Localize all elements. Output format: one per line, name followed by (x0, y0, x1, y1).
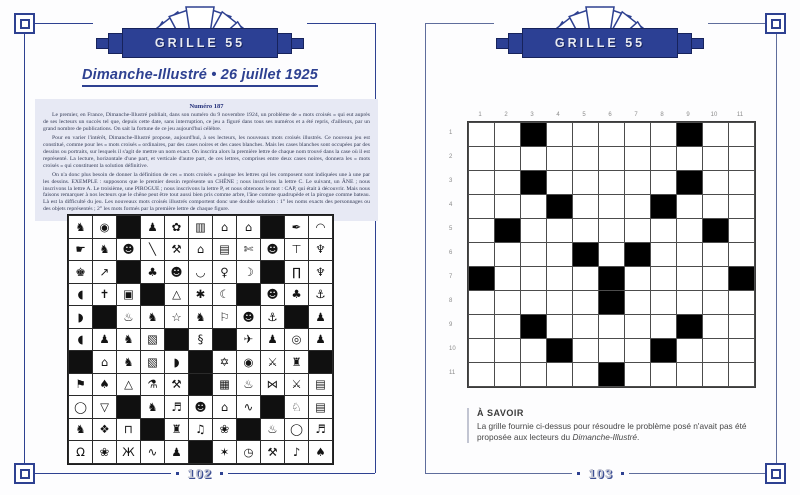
empty-cell (547, 243, 572, 266)
picture-cell: ▧ (141, 351, 164, 373)
picture-cell: ♆ (309, 261, 332, 283)
row-label: 7 (449, 274, 453, 280)
picture-cell: ▧ (141, 329, 164, 351)
picture-cell: § (189, 329, 212, 351)
col-label: 3 (530, 112, 534, 118)
empty-cell (599, 315, 624, 338)
picture-cell: ◗ (69, 306, 92, 328)
picture-cell: ✝ (93, 284, 116, 306)
black-cell (189, 351, 212, 373)
picture-cell: △ (117, 374, 140, 396)
article-paragraph: Pour en varier l'intérêt, Dimanche-Illustré propose, aujourd'hui, à ses lecteurs, les nouveaux mots croisés illustrés. Ce nouveau jeu est constitué, comme pour les « mots croisés » ordinaires, par des cases noires et des cases blanches. Mais les cases blanches sont occupées par des dessins ou portraits, sur lesquels il s'agit de mettre un nom exact. On inscrira alors la première lettre de chaque nom trouvé dans la case où il est représenté. La lecture, horizontale d'une part, et verticale d'autre part, de ces lettres, comprises entre deux cases noires, donnera les « mots croisés » qui constituent la solution définitive. (43, 134, 370, 169)
empty-cell (625, 315, 650, 338)
picture-cell: ♫ (189, 419, 212, 441)
black-cell (495, 219, 520, 242)
empty-cell (469, 147, 494, 170)
empty-cell (495, 339, 520, 362)
picture-cell: ♣ (285, 284, 308, 306)
picture-cell: ☻ (237, 306, 260, 328)
empty-cell (521, 243, 546, 266)
row-label: 5 (449, 226, 453, 232)
row-label: 10 (449, 346, 456, 352)
col-label: 10 (710, 112, 718, 118)
picture-cell: ◗ (165, 351, 188, 373)
picture-cell: △ (165, 284, 188, 306)
empty-cell (703, 291, 728, 314)
empty-cell (469, 363, 494, 386)
empty-cell (573, 219, 598, 242)
grille-headpiece (487, 1, 713, 63)
picture-cell: ⚔ (261, 351, 284, 373)
picture-cell: ╲ (141, 239, 164, 261)
empty-cell (521, 147, 546, 170)
black-cell (117, 216, 140, 238)
picture-cell: ⌂ (189, 239, 212, 261)
empty-cell (599, 243, 624, 266)
col-label: 9 (686, 112, 690, 118)
picture-cell: ✄ (237, 239, 260, 261)
empty-cell (677, 291, 702, 314)
black-cell (599, 363, 624, 386)
empty-cell (521, 267, 546, 290)
rule-dot-icon (220, 472, 223, 475)
empty-cell (625, 291, 650, 314)
empty-cell (599, 195, 624, 218)
empty-cell (677, 243, 702, 266)
black-cell (261, 396, 284, 418)
picture-cell: ☻ (261, 284, 284, 306)
col-label: 2 (504, 112, 508, 118)
rule-dot-icon (176, 472, 179, 475)
col-label: 8 (660, 112, 664, 118)
picture-cell: ☻ (189, 396, 212, 418)
row-label: 11 (449, 370, 456, 376)
picture-cell: ☻ (165, 261, 188, 283)
empty-cell (729, 291, 754, 314)
grid-column-labels (467, 109, 756, 121)
empty-cell (729, 195, 754, 218)
empty-cell (729, 219, 754, 242)
picture-cell: ⌂ (213, 396, 236, 418)
black-cell (677, 315, 702, 338)
picture-cell: ⚒ (165, 239, 188, 261)
article-paragraph: On n'a donc plus besoin de donner la définition de ces « mots croisés » puisque les lettres qui les composent sont indiquées une à une par les dessins. EXEMPLE : supposons que le premier dessin représente un CHÊNE ; nous inscrivons la lettre C. Le suivant, un ÂNE ; nous inscrivons la lettre A. Le troisième, une PIROGUE ; nous inscrivons la lettre P, et nous obtenons le mot : CAP, qui était à découvrir. Mais nous faisons remarquer à nos lecteurs que le chêne peut être tout aussi bien pris comme arbre, l'âne comme quadrupède et la pirogue comme bateau. Là est la difficulté du jeu. Les nouveaux mots croisés illustrés comportent donc une double solution : 1° les noms exacts des personnages ou des objets représentés ; 2° les mots formés par la première lettre de chaque figure. (43, 171, 370, 213)
a-savoir-note (467, 408, 777, 443)
picture-cell: ❀ (213, 419, 236, 441)
grille-banner (122, 28, 278, 58)
empty-cell (677, 195, 702, 218)
col-label: 1 (478, 112, 482, 118)
empty-cell (729, 315, 754, 338)
picture-cell: ♞ (141, 306, 164, 328)
picture-cell: ◯ (69, 396, 92, 418)
issue-subtitle: Dimanche-Illustré • 26 juillet 1925 (0, 66, 400, 87)
illustrated-crossword-grid (67, 214, 334, 465)
picture-cell: ✒ (285, 216, 308, 238)
picture-cell: ☽ (237, 261, 260, 283)
black-cell (599, 291, 624, 314)
empty-cell (469, 243, 494, 266)
black-cell (165, 329, 188, 351)
col-label: 7 (634, 112, 638, 118)
black-cell (189, 374, 212, 396)
empty-cell (547, 219, 572, 242)
empty-cell (495, 195, 520, 218)
empty-cell (495, 243, 520, 266)
picture-cell: ✈ (237, 329, 260, 351)
picture-cell: ☻ (261, 239, 284, 261)
row-label: 8 (449, 298, 453, 304)
picture-cell: ⋈ (261, 374, 284, 396)
empty-cell (729, 339, 754, 362)
picture-cell: ▤ (309, 374, 332, 396)
picture-cell: ☆ (165, 306, 188, 328)
empty-cell (651, 267, 676, 290)
empty-cell (703, 147, 728, 170)
empty-cell (703, 243, 728, 266)
grille-headpiece (87, 1, 313, 63)
picture-cell: ◉ (93, 216, 116, 238)
empty-cell (625, 147, 650, 170)
empty-cell (703, 315, 728, 338)
empty-cell (521, 363, 546, 386)
empty-cell (599, 171, 624, 194)
corner-ornament-icon (14, 13, 35, 34)
empty-cell (651, 243, 676, 266)
picture-cell: ♜ (165, 419, 188, 441)
empty-cell (495, 363, 520, 386)
picture-cell: ✿ (165, 216, 188, 238)
picture-cell: ◎ (285, 329, 308, 351)
picture-cell: ♟ (261, 329, 284, 351)
empty-cell (495, 315, 520, 338)
empty-cell (469, 123, 494, 146)
empty-crossword-grid (449, 109, 756, 388)
empty-cell (469, 339, 494, 362)
picture-cell: ⚓ (261, 306, 284, 328)
note-body: La grille fournie ci-dessus pour résoudre le problème posé n'avait pas été proposée aux lecteurs du Dimanche-Illustré. (477, 421, 747, 443)
empty-cell (573, 123, 598, 146)
empty-cell (625, 219, 650, 242)
page-footer (425, 466, 776, 480)
picture-cell: ♟ (93, 329, 116, 351)
empty-cell (651, 291, 676, 314)
empty-cell (599, 147, 624, 170)
row-label: 3 (449, 178, 453, 184)
picture-cell: ✶ (213, 441, 236, 463)
row-label: 6 (449, 250, 453, 256)
picture-cell: ♟ (309, 306, 332, 328)
picture-cell: ♀ (213, 261, 236, 283)
black-cell (677, 123, 702, 146)
empty-cell (625, 339, 650, 362)
grid-row-labels (449, 121, 467, 388)
picture-cell: ♞ (69, 419, 92, 441)
picture-cell: ♟ (141, 216, 164, 238)
picture-cell: ⚐ (213, 306, 236, 328)
picture-cell: ♞ (93, 239, 116, 261)
black-cell (141, 419, 164, 441)
picture-cell: ♠ (93, 374, 116, 396)
empty-cell (625, 267, 650, 290)
empty-cell (521, 195, 546, 218)
empty-cell (547, 267, 572, 290)
picture-cell: ✡ (213, 351, 236, 373)
picture-cell: ∿ (141, 441, 164, 463)
picture-cell: ▤ (213, 239, 236, 261)
picture-cell: ♬ (309, 419, 332, 441)
picture-cell: ♜ (285, 351, 308, 373)
picture-cell: ◷ (237, 441, 260, 463)
picture-cell: ❖ (93, 419, 116, 441)
empty-cell (651, 363, 676, 386)
picture-cell: ♬ (165, 396, 188, 418)
picture-cell: ◖ (69, 284, 92, 306)
empty-cell (547, 147, 572, 170)
black-cell (213, 329, 236, 351)
empty-cell (547, 363, 572, 386)
picture-cell: ❀ (93, 441, 116, 463)
empty-cell (625, 195, 650, 218)
picture-cell: ♪ (285, 441, 308, 463)
picture-cell: ♠ (309, 441, 332, 463)
picture-cell: ♞ (141, 396, 164, 418)
empty-cell (573, 291, 598, 314)
picture-cell: ♟ (165, 441, 188, 463)
black-cell (573, 243, 598, 266)
empty-cell (469, 315, 494, 338)
article-paragraph: Le premier, en France, Dimanche-Illustré publiait, dans son numéro du 9 novembre 1924, un problème de « mots croisés » qui eut auprès de ses lecteurs un succès tel que, depuis cette date, sans interruption, ce jeu a figuré dans tous ses numéros et a été repris, d'ailleurs, par un grand nombre de publications. On sait la fortune de ce jeu aujourd'hui célèbre. (43, 112, 370, 132)
empty-cell (573, 267, 598, 290)
empty-cell (677, 267, 702, 290)
empty-cell (495, 291, 520, 314)
empty-cell (469, 291, 494, 314)
empty-cell (625, 363, 650, 386)
empty-cell (651, 171, 676, 194)
empty-cell (677, 339, 702, 362)
black-cell (521, 123, 546, 146)
empty-cell (651, 147, 676, 170)
empty-cell (547, 171, 572, 194)
empty-cell (521, 291, 546, 314)
empty-cell (625, 171, 650, 194)
article-title: Numéro 187 (189, 103, 224, 110)
picture-cell: ▥ (189, 216, 212, 238)
black-cell (261, 216, 284, 238)
empty-cell (573, 315, 598, 338)
picture-cell: ♞ (117, 329, 140, 351)
empty-cell (651, 219, 676, 242)
black-cell (93, 306, 116, 328)
picture-cell: ☛ (69, 239, 92, 261)
row-label: 9 (449, 322, 453, 328)
empty-cell (599, 123, 624, 146)
empty-cell (469, 195, 494, 218)
empty-cell (469, 219, 494, 242)
row-label: 2 (449, 154, 453, 160)
picture-cell: Ж (117, 441, 140, 463)
black-cell (703, 219, 728, 242)
note-heading: À SAVOIR (477, 408, 524, 418)
empty-cell (599, 339, 624, 362)
picture-cell: ♞ (69, 216, 92, 238)
picture-cell: ◉ (237, 351, 260, 373)
empty-cell (703, 195, 728, 218)
banner-title: GRILLE 55 (554, 36, 646, 50)
black-cell (547, 195, 572, 218)
grille-banner (522, 28, 678, 58)
banner-title: GRILLE 55 (154, 36, 246, 50)
picture-cell: ⌂ (213, 216, 236, 238)
black-cell (237, 284, 260, 306)
picture-cell: ◠ (309, 216, 332, 238)
black-cell (261, 261, 284, 283)
empty-cell (573, 339, 598, 362)
black-cell (625, 243, 650, 266)
picture-cell: ⚒ (165, 374, 188, 396)
empty-cell (495, 171, 520, 194)
black-cell (309, 351, 332, 373)
black-cell (285, 306, 308, 328)
empty-cell (521, 339, 546, 362)
black-cell (521, 171, 546, 194)
col-label: 11 (736, 112, 744, 118)
empty-cell (729, 123, 754, 146)
picture-cell: ◯ (285, 419, 308, 441)
empty-cell (703, 363, 728, 386)
picture-cell: ▦ (213, 374, 236, 396)
empty-cell (651, 123, 676, 146)
picture-cell: ∿ (237, 396, 260, 418)
black-cell (547, 339, 572, 362)
picture-cell: ✱ (189, 284, 212, 306)
picture-cell: ⚓ (309, 284, 332, 306)
empty-cell (729, 243, 754, 266)
empty-cell (547, 291, 572, 314)
empty-cell (677, 219, 702, 242)
empty-cell (651, 315, 676, 338)
picture-cell: ⌂ (237, 216, 260, 238)
empty-cell (547, 315, 572, 338)
empty-cell (469, 171, 494, 194)
corner-ornament-icon (765, 13, 786, 34)
rule-dot-icon (577, 472, 580, 475)
picture-cell: ▽ (93, 396, 116, 418)
picture-cell: ⚔ (285, 374, 308, 396)
picture-cell: ▣ (117, 284, 140, 306)
empty-cell (495, 123, 520, 146)
black-cell (237, 419, 260, 441)
picture-cell: ♆ (309, 239, 332, 261)
col-label: 6 (608, 112, 612, 118)
black-cell (141, 284, 164, 306)
black-cell (117, 261, 140, 283)
picture-cell: ◡ (189, 261, 212, 283)
empty-cell (495, 267, 520, 290)
black-cell (117, 396, 140, 418)
empty-cell (573, 363, 598, 386)
picture-cell: ⚗ (141, 374, 164, 396)
picture-cell: ◖ (69, 329, 92, 351)
empty-cell (729, 363, 754, 386)
crossword-cells (467, 121, 756, 388)
empty-cell (703, 339, 728, 362)
black-cell (521, 315, 546, 338)
page-footer (24, 466, 375, 480)
empty-cell (729, 147, 754, 170)
picture-cell: ♞ (117, 351, 140, 373)
picture-cell: ⊓ (117, 419, 140, 441)
empty-cell (573, 171, 598, 194)
black-cell (599, 267, 624, 290)
picture-cell: ☾ (213, 284, 236, 306)
corner-ornament-icon (14, 463, 35, 484)
empty-cell (573, 195, 598, 218)
picture-cell: ⚒ (261, 441, 284, 463)
empty-cell (625, 123, 650, 146)
empty-cell (729, 171, 754, 194)
black-cell (651, 339, 676, 362)
black-cell (69, 351, 92, 373)
picture-cell: ∏ (285, 261, 308, 283)
empty-cell (703, 123, 728, 146)
col-label: 5 (582, 112, 586, 118)
black-cell (469, 267, 494, 290)
picture-cell: ♣ (141, 261, 164, 283)
corner-ornament-icon (765, 463, 786, 484)
empty-cell (677, 363, 702, 386)
page-number: 103 (588, 465, 613, 481)
empty-cell (677, 147, 702, 170)
picture-cell: ♘ (285, 396, 308, 418)
picture-cell: ⚑ (69, 374, 92, 396)
article-block (35, 99, 378, 221)
page-number: 102 (187, 465, 212, 481)
right-page (400, 0, 800, 495)
picture-cell: ⊤ (285, 239, 308, 261)
picture-cell: ♟ (309, 329, 332, 351)
black-cell (189, 441, 212, 463)
picture-cell: Ω (69, 441, 92, 463)
picture-cell: ♞ (189, 306, 212, 328)
black-cell (651, 195, 676, 218)
col-label: 4 (556, 112, 560, 118)
empty-cell (703, 267, 728, 290)
row-label: 4 (449, 202, 453, 208)
empty-cell (703, 171, 728, 194)
picture-cell: ♨ (117, 306, 140, 328)
empty-cell (599, 219, 624, 242)
black-cell (677, 171, 702, 194)
picture-cell: ⌂ (93, 351, 116, 373)
black-cell (729, 267, 754, 290)
picture-cell: ♨ (237, 374, 260, 396)
picture-cell: ♚ (69, 261, 92, 283)
picture-cell: ♨ (261, 419, 284, 441)
picture-cell: ▤ (309, 396, 332, 418)
empty-cell (495, 147, 520, 170)
row-label: 1 (449, 130, 453, 136)
empty-cell (521, 219, 546, 242)
rule-dot-icon (621, 472, 624, 475)
note-italic-title: Dimanche-Illustré (572, 432, 638, 443)
picture-cell: ☻ (117, 239, 140, 261)
empty-cell (573, 147, 598, 170)
empty-cell (547, 123, 572, 146)
picture-cell: ↗ (93, 261, 116, 283)
